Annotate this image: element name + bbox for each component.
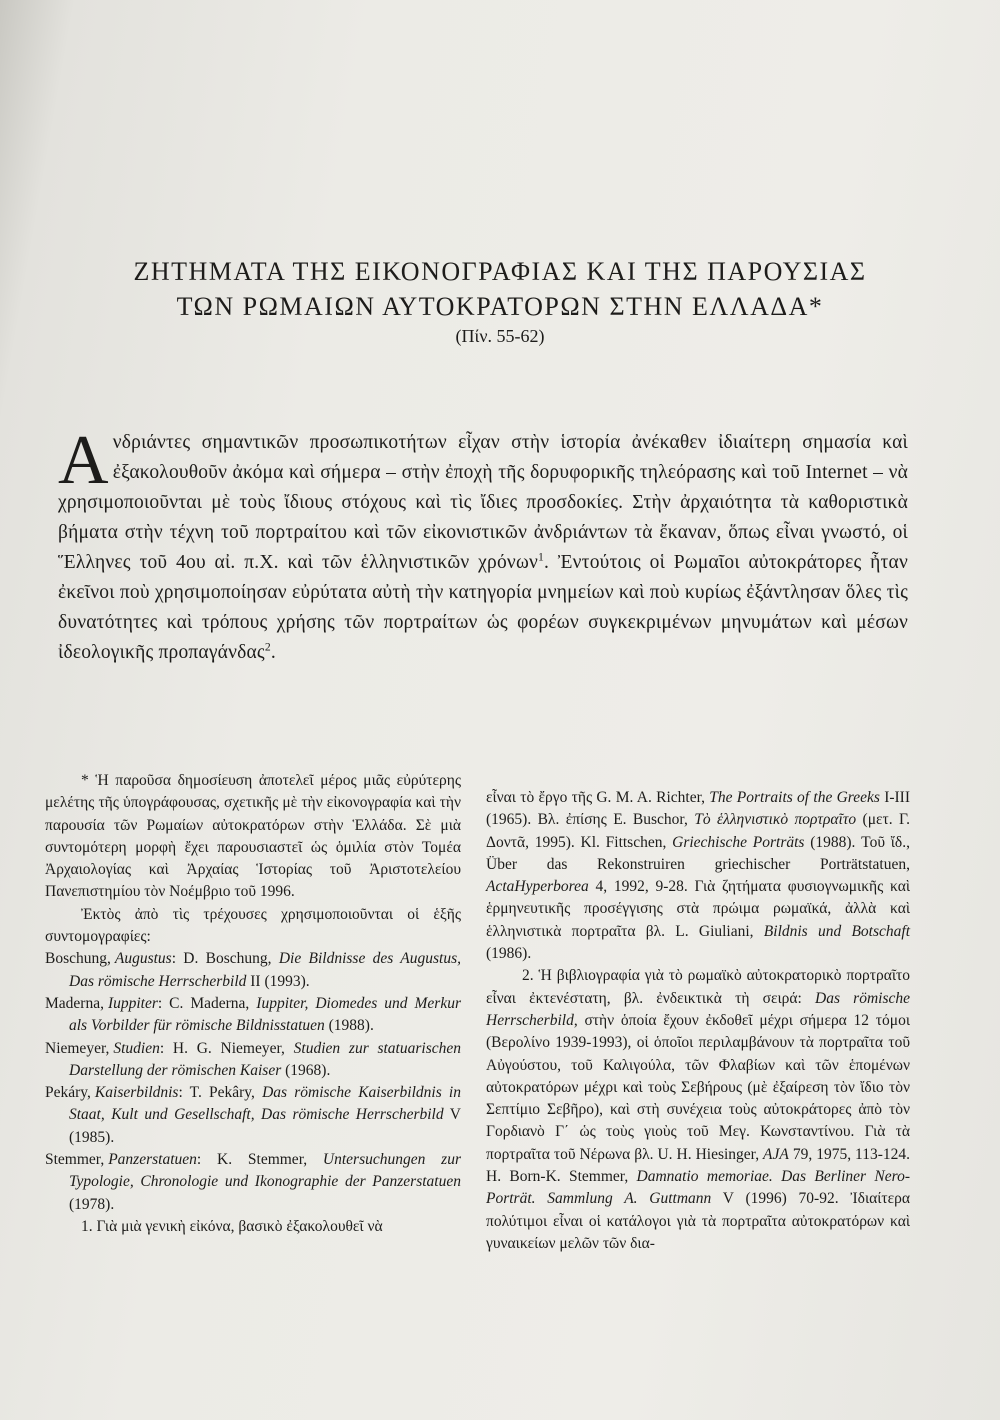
- fn2-title-a: Das römische Herrscherbild: [486, 989, 910, 1029]
- fn1-title-b: Τὸ ἑλληνιστικὸ πορτραῖτο: [694, 811, 857, 829]
- abbr-title: Studien zur statuarischen Darstellung der römischen Kaiser: [69, 1039, 461, 1079]
- fn1-text-c: (μετ. Γ. Δοντᾶ, 1995). Kl. Fittschen,: [486, 811, 911, 851]
- abbreviation-entry: [45, 993, 461, 1038]
- abbr-author: : H. G. Niemeyer,: [159, 1039, 294, 1057]
- fn1-title-c: Griechische Porträts: [672, 833, 805, 851]
- abbr-key-author: Pekáry,: [45, 1084, 91, 1102]
- abbr-key-title: Augustus: [114, 950, 172, 968]
- footnote-1-start: 1. Γιὰ μιὰ γενικὴ εἰκόνα, βασικὸ ἐξακολουθεῖ νὰ: [81, 1217, 383, 1235]
- footnote-star: * Ἡ παροῦσα δημοσίευση ἀποτελεῖ μέρος μιᾶς εὐρύτερης μελέτης τῆς ὑπογράφουσας, σχετικῆς μὲ τὴν εἰκονογραφία καὶ τὴν παρουσία τῶν Ρωμαίων αὐτοκρατόρων στὴν Ἑλλάδα. Σὲ μιὰ συντομότερη μορφὴ ἔχει παρουσιαστεῖ ὡς ὁμιλία στὸν Τομέα Ἀρχαιολογίας καὶ Ἀρχαίας Ἱστορίας τοῦ Ἀριστοτελείου Πανεπιστημίου τὸν Νοέμβριο τοῦ 1996.: [45, 772, 461, 901]
- plates-reference: (Πίν. 55-62): [455, 326, 545, 346]
- abbr-key-author: Maderna,: [45, 994, 104, 1012]
- abbreviation-entry: [45, 948, 461, 993]
- fn1-text-e: 4, 1992, 9-28. Γιὰ ζητήματα φυσιογνωμικῆς καὶ ἑρμηνευτικῆς προσέγγισης στὰ πρώιμα ρωμαϊκά, ἀλλὰ καὶ ἑλληνιστικὰ πορτραῖτα βλ. L. Giuliani,: [486, 878, 910, 940]
- abbr-key-author: Niemeyer,: [45, 1039, 110, 1057]
- intro-text-3: .: [270, 642, 276, 663]
- fn1-title-a: The Portraits of the Greeks: [709, 789, 880, 806]
- abbr-rest: V (1985).: [69, 1106, 461, 1146]
- abbr-rest: (1988).: [324, 1017, 374, 1035]
- abbr-author: : C. Maderna,: [157, 994, 257, 1012]
- abbr-author: : K. Stemmer,: [196, 1151, 323, 1169]
- abbr-title: Untersuchungen zur Typologie, Chronologie und Ikonographie der Panzerstatuen: [69, 1151, 461, 1191]
- intro-paragraph: [58, 422, 908, 668]
- footnote-2: [486, 965, 910, 1255]
- abbr-rest: (1968).: [281, 1061, 331, 1079]
- fn1-text-a: εἶναι τὸ ἔργο τῆς G. M. A. Richter,: [486, 789, 710, 806]
- abbr-key-title: Iuppiter: [107, 994, 158, 1012]
- fn1-title-e: Bildnis und Botschaft: [763, 922, 910, 940]
- footnotes-left-column: [45, 770, 461, 1238]
- abbreviation-entry: [45, 1082, 461, 1149]
- abbreviations-intro: Ἐκτὸς ἀπὸ τὶς τρέχουσες χρησιμοποιοῦνται οἱ ἑξῆς συντομογραφίες:: [45, 905, 461, 946]
- abbreviation-entry: [45, 1038, 461, 1083]
- fn2-text-b: , στὴν ὁποία ἔχουν ἐκδοθεῖ μέχρι σήμερα 12 τόμοι (Βερολίνο 1939-1993), οἱ ὁποῖοι περιλαμβάνουν τὰ πορτραῖτα τοῦ Αὐγούστου, τοῦ Καλιγούλα, τῶν Φλαβίων καὶ τῶν ἑπομένων αὐτοκρατόρων μέχρι καὶ τοὺς Σεβήρους (μὲ ἐξαίρεση τὸν ἴδιο τὸν Σεπτίμιο Σεβῆρο), καὶ στὴ συνέχεια τοὺς αὐτοκράτορες ἀπὸ τὸν Γορδιανὸ Γ΄ ὡς τοὺς γιοὺς τοῦ Μεγ. Κωνσταντίνου. Γιὰ τὰ πορτραῖτα τοῦ Νέρωνα βλ. U. H. Hiesinger,: [486, 1011, 910, 1163]
- fn2-title-c: Damnatio memoriae. Das Berliner Nero-Porträt. Sammlung A. Guttmann: [486, 1168, 910, 1208]
- abbr-key-author: Stemmer,: [45, 1151, 105, 1169]
- footnotes-right-column: [486, 787, 910, 1255]
- abbreviation-entry: [45, 1149, 461, 1216]
- footnote-ref-1: 1: [538, 550, 545, 564]
- abbr-rest: II (1993).: [246, 972, 310, 990]
- article-title-line-2: ΤΩΝ ΡΩΜΑΙΩΝ ΑΥΤΟΚΡΑΤΟΡΩΝ ΣΤΗΝ ΕΛΛΑΔΑ*: [176, 292, 824, 321]
- abbreviations-list: [45, 948, 461, 1216]
- abbr-rest: (1978).: [69, 1195, 115, 1213]
- fn1-title-d: ActaHyperborea: [486, 878, 589, 896]
- fn2-title-b: AJA: [763, 1145, 789, 1163]
- intro-text-2: . Ἐντούτοις οἱ Ρωμαῖοι αὐτοκράτορες ἦταν ἐκεῖνοι ποὺ χρησιμοποίησαν εὐρύτατα αὐτὴ τὴν κατηγορία μνημείων καὶ ποὺ κυρίως ἐξάντλησαν ὅλες τὶς δυνατότητες καὶ τρόπους χρήσης τῶν πορτραίτων ὡς φορέων συγκεκριμένων μηνυμάτων καὶ μέσων ἰδεολογικῆς προπαγάνδας: [58, 552, 908, 663]
- abbr-title: Iuppiter, Diomedes und Merkur als Vorbilder für römische Bildnisstatuen: [69, 994, 461, 1035]
- abbr-author: : D. Boschung,: [171, 950, 279, 968]
- drop-cap: Α: [58, 422, 109, 499]
- intro-text-1: νδριάντες σημαντικῶν προσωπικοτήτων εἶχαν στὴν ἱστορία ἀνέκαθεν ἰδιαίτερη σημασία καὶ ἐξακολουθοῦν ἀκόμα καὶ σήμερα – στὴν ἐποχὴ τῆς δορυφορικῆς τηλεόρασης καὶ τοῦ Internet – νὰ χρησιμοποιοῦνται μὲ τοὺς ἴδιους στόχους καὶ τὶς ἴδιες προσδοκίες. Στὴν ἀρχαιότητα τὰ καθοριστικὰ βήματα στὴν τέχνη τοῦ πορτραίτου καὶ τῶν εἰκονιστικῶν ἀνδριάντων τὰ ἔκαναν, ὅπως εἶναι γνωστό, οἱ Ἕλληνες τοῦ 4ου αἰ. π.Χ. καὶ τῶν ἑλληνιστικῶν χρόνων: [58, 432, 908, 573]
- article-title-line-1: ΖΗΤΗΜΑΤΑ ΤΗΣ ΕΙΚΟΝΟΓΡΑΦΙΑΣ ΚΑΙ ΤΗΣ ΠΑΡΟΥΣΙΑΣ: [133, 257, 867, 286]
- abbr-title: Das römische Kaiserbildnis in Staat, Kult und Gesellschaft, Das römische Herrscherbild: [69, 1084, 461, 1124]
- abbr-key-title: Studien: [113, 1039, 160, 1057]
- fn2-text-d: V (1996) 70-92. Ἰδιαίτερα πολύτιμοι εἶναι οἱ κατάλογοι γιὰ τὰ πορτραῖτα αὐτοκρατόρων καὶ γυναικείων μελῶν τῶν δια-: [486, 1190, 910, 1252]
- fn2-text-c: 79, 1975, 113-124. H. Born-K. Stemmer,: [486, 1145, 910, 1186]
- fn1-text-d: (1988). Τοῦ ἴδ., Über das Rekonstruiren griechischer Porträtstatuen,: [486, 833, 910, 873]
- abbr-key-title: Panzerstatuen: [108, 1151, 197, 1169]
- footnote-1-continued: [486, 787, 910, 965]
- footnote-ref-2: 2: [264, 640, 271, 654]
- fn1-text-b: I-III (1965). Βλ. ἐπίσης E. Buschor,: [486, 789, 911, 829]
- fn1-text-f: (1986).: [486, 945, 532, 963]
- abbr-author: : T. Pekâry,: [178, 1084, 263, 1102]
- fn2-text-a: 2. Ἡ βιβλιογραφία γιὰ τὸ ρωμαϊκὸ αὐτοκρατορικὸ πορτραῖτο εἶναι ἐκτενέστατη, βλ. ἐνδεικτικὰ τὴ σειρά:: [486, 967, 910, 1007]
- abbr-key-author: Boschung,: [45, 950, 111, 968]
- abbr-key-title: Kaiserbildnis: [94, 1084, 179, 1102]
- abbr-title: Die Bildnisse des Augustus, Das römische Herrscherbild: [69, 950, 461, 990]
